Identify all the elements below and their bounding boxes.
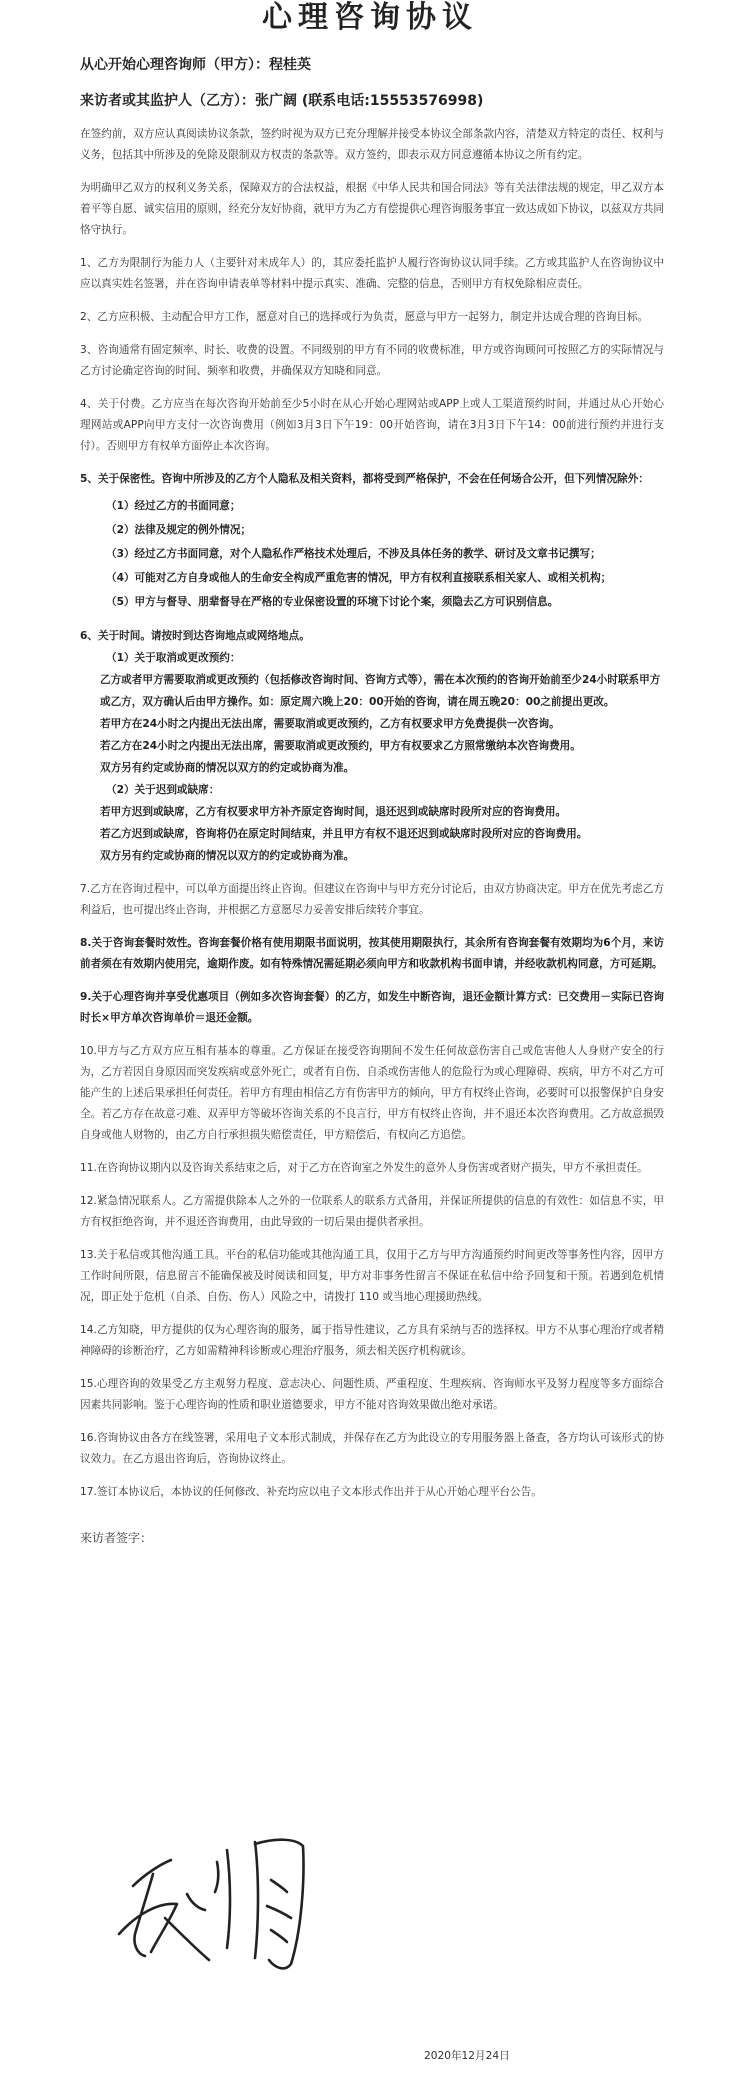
clause-6-a-line-3: 若乙方在24小时之内提出无法出席，需要取消或更改预约，甲方有权要求乙方照常缴纳本次咨询费用。 — [100, 740, 581, 752]
clause-5-item-3: （3）经过乙方书面同意，对个人隐私作严格技术处理后，不涉及具体任务的教学、研讨及文章书记撰写； — [106, 548, 601, 560]
clause-6-sub-b: （2）关于迟到或缺席： — [106, 784, 220, 796]
intro-paragraph-1: 在签约前，双方应认真阅读协议条款，签约时视为双方已充分理解并接受本协议全部条款内容，清楚双方特定的责任、权利与义务，包括其中所涉及的免除及限制双方权责的条款等。双方签约，即表示双方同意遵循本协议之所有约定。 — [80, 128, 664, 161]
clause-5-item-4: （4）可能对乙方自身或他人的生命安全构成严重危害的情况，甲方有权利直接联系相关家人、或相关机构； — [106, 572, 612, 584]
clause-7: 7.乙方在咨询过程中，可以单方面提出终止咨询。但建议在咨询中与甲方充分讨论后，由双方协商决定。甲方在优先考虑乙方利益后，也可提出终止咨询，并根据乙方意愿尽力妥善安排后续转介事宜。 — [80, 883, 664, 916]
clause-1: 1、乙方为限制行为能力人（主要针对未成年人）的，其应委托监护人履行咨询协议认同手续。乙方或其监护人在咨询协议中应以真实姓名签署，并在咨询申请表单等材料中提示真实、准确、完整的信息，否则甲方有权免除相应责任。 — [80, 257, 664, 290]
intro-paragraph-2: 为明确甲乙双方的权利义务关系，保障双方的合法权益，根据《中华人民共和国合同法》等有关法律法规的规定，甲乙双方本着平等自愿、诚实信用的原则，经充分友好协商，就甲方为乙方有偿提供心理咨询服务事宜一致达成如下协议，以兹双方共同恪守执行。 — [80, 182, 664, 236]
clause-5-item-1: （1）经过乙方的书面同意； — [106, 500, 241, 512]
handwritten-signature — [105, 1822, 345, 1982]
clause-5-item-5: （5）甲方与督导、朋辈督导在严格的专业保密设置的环境下讨论个案，须隐去乙方可识别信息。 — [106, 596, 559, 608]
signature-label: 来访者签字： — [80, 1531, 153, 1545]
clause-16: 16.咨询协议由各方在线签署，采用电子文本形式制成，并保存在乙方为此设立的专用服务器上备查，各方均认可该形式的协议效力。在乙方退出咨询后，咨询协议终止。 — [80, 1432, 664, 1465]
clause-9: 9.关于心理咨询并享受优惠项目（例如多次咨询套餐）的乙方，如发生中断咨询，退还金额计算方式：已交费用－实际已咨询时长×甲方单次咨询单价＝退还金额。 — [80, 991, 664, 1024]
clause-6-b-line-3: 双方另有约定或协商的情况以双方的约定或协商为准。 — [100, 850, 355, 862]
clause-3: 3、咨询通常有固定频率、时长、收费的设置。不同级别的甲方有不同的收费标准，甲方或咨询顾问可按照乙方的实际情况与乙方讨论确定咨询的时间、频率和收费，并确保双方知晓和同意。 — [80, 344, 664, 377]
clause-6-a-line-4: 双方另有约定或协商的情况以双方的约定或协商为准。 — [100, 762, 355, 774]
party-a: 从心开始心理咨询师（甲方）：程桂英 — [80, 57, 311, 73]
clause-8: 8.关于咨询套餐时效性。咨询套餐价格有使用期限书面说明，按其使用期限执行，其余所有咨询套餐有效期均为6个月，来访前者须在有效期内使用完，逾期作废。如有特殊情况需延期必须向甲方和收款机构书面申请，并经收款机构同意，方可延期。 — [80, 937, 664, 970]
clause-6-a-line-2: 若甲方在24小时之内提出无法出席，需要取消或更改预约，乙方有权要求甲方免费提供一次咨询。 — [100, 718, 560, 730]
clause-6: 6、关于时间。请按时到达咨询地点或网络地点。 — [80, 630, 310, 642]
clause-10: 10.甲方与乙方双方应互相有基本的尊重。乙方保证在接受咨询期间不发生任何故意伤害自己或危害他人人身财产安全的行为，乙方若因自身原因而突发疾病或意外死亡，或者有自伤、自杀或伤害他人的危险行为或心理障碍、疾病，甲方不对乙方可能产生的上述后果承担任何责任。若甲方有理由相信乙方有伤害甲方的倾向，甲方有权终止咨询，必要时可以报警保护自身安全。若乙方存在故意刁难、双弄甲方等破坏咨询关系的不良言行，甲方有权终止咨询，并不退还本次咨询费用。乙方故意损毁自身或他人财物的，由乙方自行承担损失赔偿责任，甲方赔偿后，有权向乙方追偿。 — [80, 1045, 664, 1141]
clause-6-b-line-1: 若甲方迟到或缺席，乙方有权要求甲方补齐原定咨询时间，退还迟到或缺席时段所对应的咨询费用。 — [100, 806, 567, 818]
clause-5: 5、关于保密性。咨询中所涉及的乙方个人隐私及相关资料，都将受到严格保护，不会在任何场合公开，但下列情况除外： — [80, 473, 649, 485]
clause-14: 14.乙方知晓，甲方提供的仅为心理咨询的服务，属于指导性建议，乙方具有采纳与否的选择权。甲方不从事心理治疗或者精神障碍的诊断治疗，乙方如需精神科诊断或心理治疗服务，须去相关医疗机构就诊。 — [80, 1324, 664, 1357]
clause-6-sub-a: （1）关于取消或更改预约： — [106, 652, 241, 664]
document-title: 心理咨询协议 — [262, 0, 478, 35]
clause-4: 4、关于付费。乙方应当在每次咨询开始前至少5小时在从心开始心理网站或APP上或人工渠道预约时间，并通过从心开始心理网站或APP向甲方支付一次咨询费用（例如3月3日下午19：00开始咨询，请在3月3日下午14：00前进行预约并进行支付）。否则甲方有权单方面停止本次咨询。 — [80, 398, 664, 452]
clause-13: 13.关于私信或其他沟通工具。平台的私信功能或其他沟通工具，仅用于乙方与甲方沟通预约时间更改等事务性内容，因甲方工作时间所限，信息留言不能确保被及时阅读和回复，甲方对非事务性留言不保证在私信中给予回复和干预。若遇到危机情况，即正处于危机（自杀、自伤、伤人）风险之中，请拨打 110 或当地心理援助热线。 — [80, 1249, 664, 1303]
signing-date: 2020年12月24日 — [424, 2050, 510, 2062]
party-b: 来访者或其监护人（乙方）：张广阔 (联系电话:15553576998) — [80, 93, 484, 109]
clause-15: 15.心理咨询的效果受乙方主观努力程度、意志决心、问题性质、严重程度、生理疾病、咨询师水平及努力程度等多方面综合因素共同影响。鉴于心理咨询的性质和职业道德要求，甲方不能对咨询效果做出绝对承诺。 — [80, 1378, 664, 1411]
clause-17: 17.签订本协议后，本协议的任何修改、补充均应以电子文本形式作出并于从心开始心理平台公告。 — [80, 1486, 542, 1498]
clause-12: 12.紧急情况联系人。乙方需提供除本人之外的一位联系人的联系方式备用，并保证所提供的信息的有效性：如信息不实，甲方有权拒绝咨询，并不退还咨询费用，由此导致的一切后果由提供者承担。 — [80, 1195, 664, 1228]
clause-11: 11.在咨询协议期内以及咨询关系结束之后，对于乙方在咨询室之外发生的意外人身伤害或者财产损失，甲方不承担责任。 — [80, 1162, 648, 1174]
clause-6-b-line-2: 若乙方迟到或缺席，咨询将仍在原定时间结束，并且甲方有权不退还迟到或缺席时段所对应的咨询费用。 — [100, 828, 588, 840]
clause-2: 2、乙方应积极、主动配合甲方工作，愿意对自己的选择或行为负责，愿意与甲方一起努力，制定并达成合理的咨询目标。 — [80, 311, 649, 323]
clause-6-a-line-1: 乙方或者甲方需要取消或更改预约（包括修改咨询时间、咨询方式等），需在本次预约的咨询开始前至少24小时联系甲方或乙方，双方确认后由甲方操作。如：原定周六晚上20：00开始的咨询，请在周五晚20：00之前提出更改。 — [100, 674, 661, 708]
clause-5-item-2: （2）法律及规定的例外情况； — [106, 524, 252, 536]
